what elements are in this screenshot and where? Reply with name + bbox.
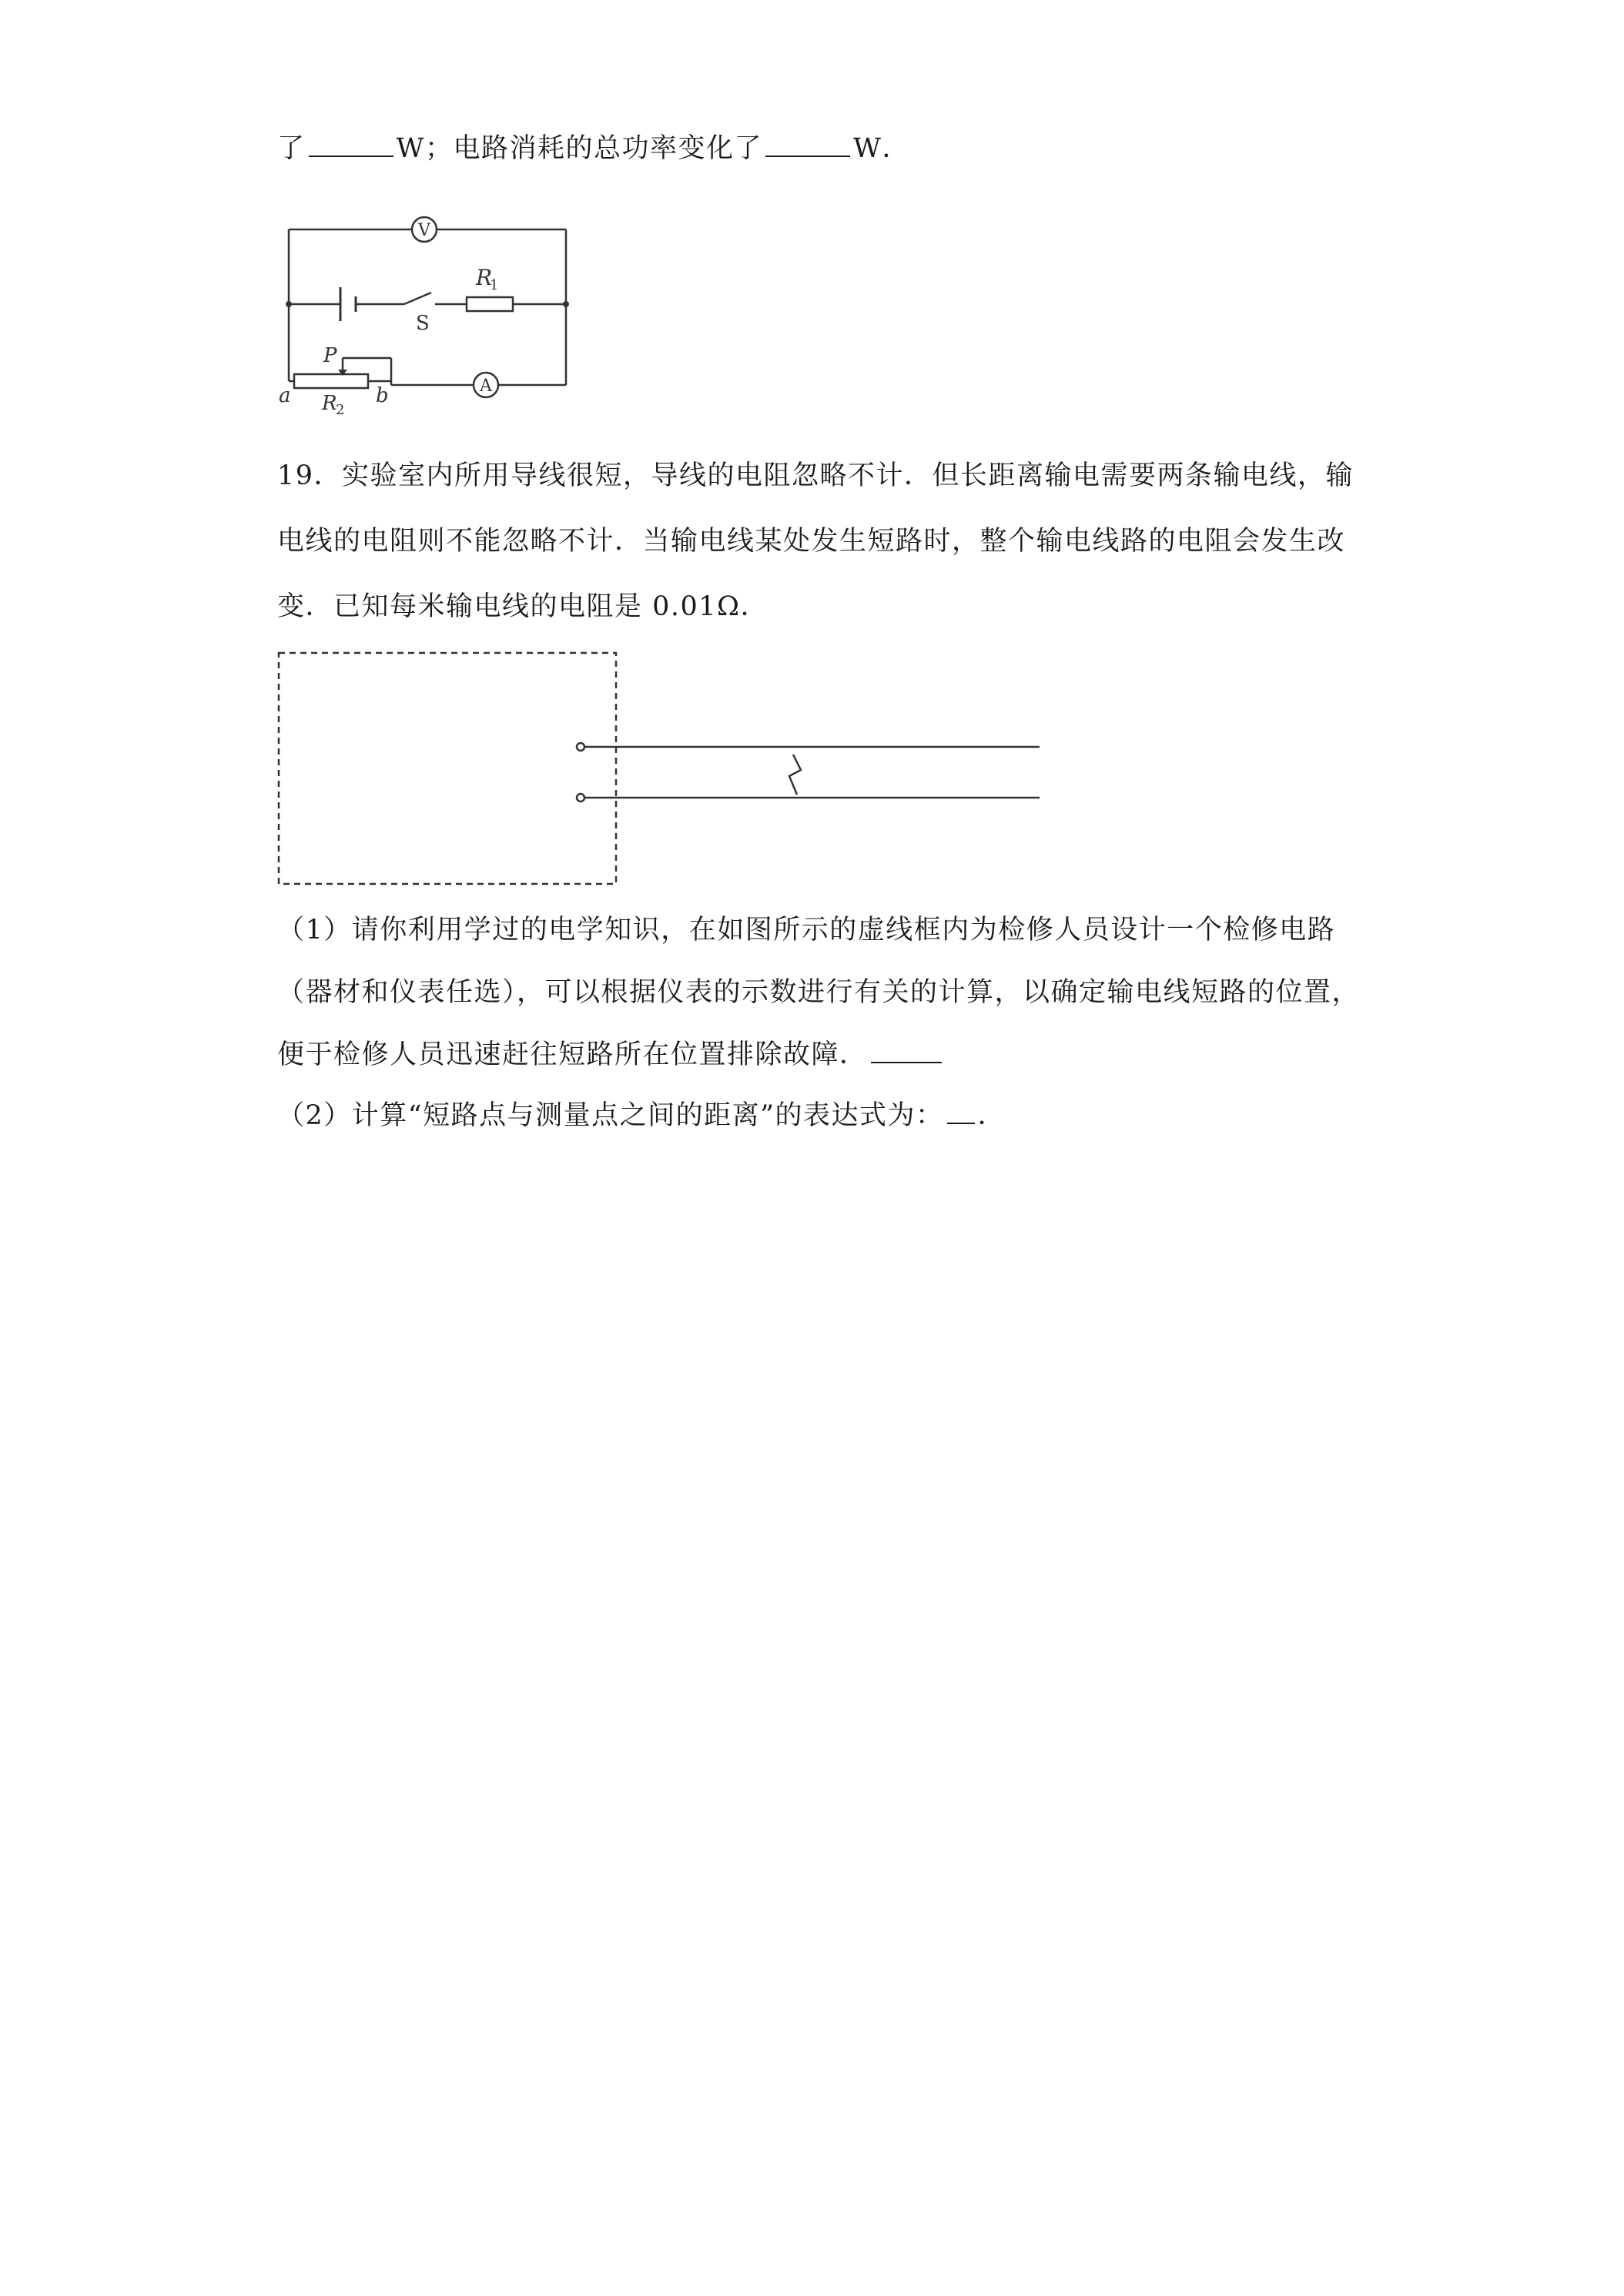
short-circuit-mark [789,755,801,795]
voltmeter-label: V [418,221,430,240]
switch-label: S [416,312,430,335]
answer-blank-1[interactable] [309,129,393,157]
q18-text-3: W． [853,133,910,164]
q19-line-1: 19．实验室内所用导线很短，导线的电阻忽略不计．但长距离输电需要两条输电线，输 [277,460,1354,491]
end-a-label: a [279,384,291,407]
q18-text-1: 了 [277,133,306,164]
sub1-line-3-text: 便于检修人员迅速赶往短路所在位置排除故障． [277,1039,868,1070]
r2-subscript: 2 [336,402,345,418]
sub1-line-3 [277,1036,945,1074]
q18-text-2: W；电路消耗的总功率变化了 [396,133,762,164]
circuit-diagram-1 [277,208,585,431]
sub2-line [277,1096,1006,1135]
design-dashed-box[interactable] [279,653,616,884]
answer-blank-3[interactable] [871,1036,942,1063]
sub1-line-1: （1）请你利用学过的电学知识，在如图所示的虚线框内为检修人员设计一个检修电路 [277,915,1336,946]
r2-label: R [322,392,337,415]
r1-subscript: 1 [490,277,499,293]
transmission-line-diagram [270,647,1055,893]
q19-line-3: 变．已知每米输电线的电阻是 0.01Ω． [277,591,769,622]
sub2-text: （2）计算“短路点与测量点之间的距离”的表达式为： [277,1100,944,1131]
end-b-label: b [376,384,389,407]
voltmeter-icon [412,217,437,242]
q19-line-2: 电线的电阻则不能忽略不计．当输电线某处发生短路时，整个输电线路的电阻会发生改 [277,526,1346,557]
answer-blank-2[interactable] [765,129,850,157]
answer-blank-4[interactable] [947,1096,975,1124]
r1-label: R [476,265,493,290]
sub1-line-2: （器材和仪表任选），可以根据仪表的示数进行有关的计算，以确定输电线短路的位置， [277,977,1361,1008]
q18-answer-line [277,129,910,168]
ammeter-label: A [480,377,492,396]
slider-label: P [323,344,337,367]
sub2-end: ． [977,1100,1006,1131]
ammeter-icon [474,373,498,397]
